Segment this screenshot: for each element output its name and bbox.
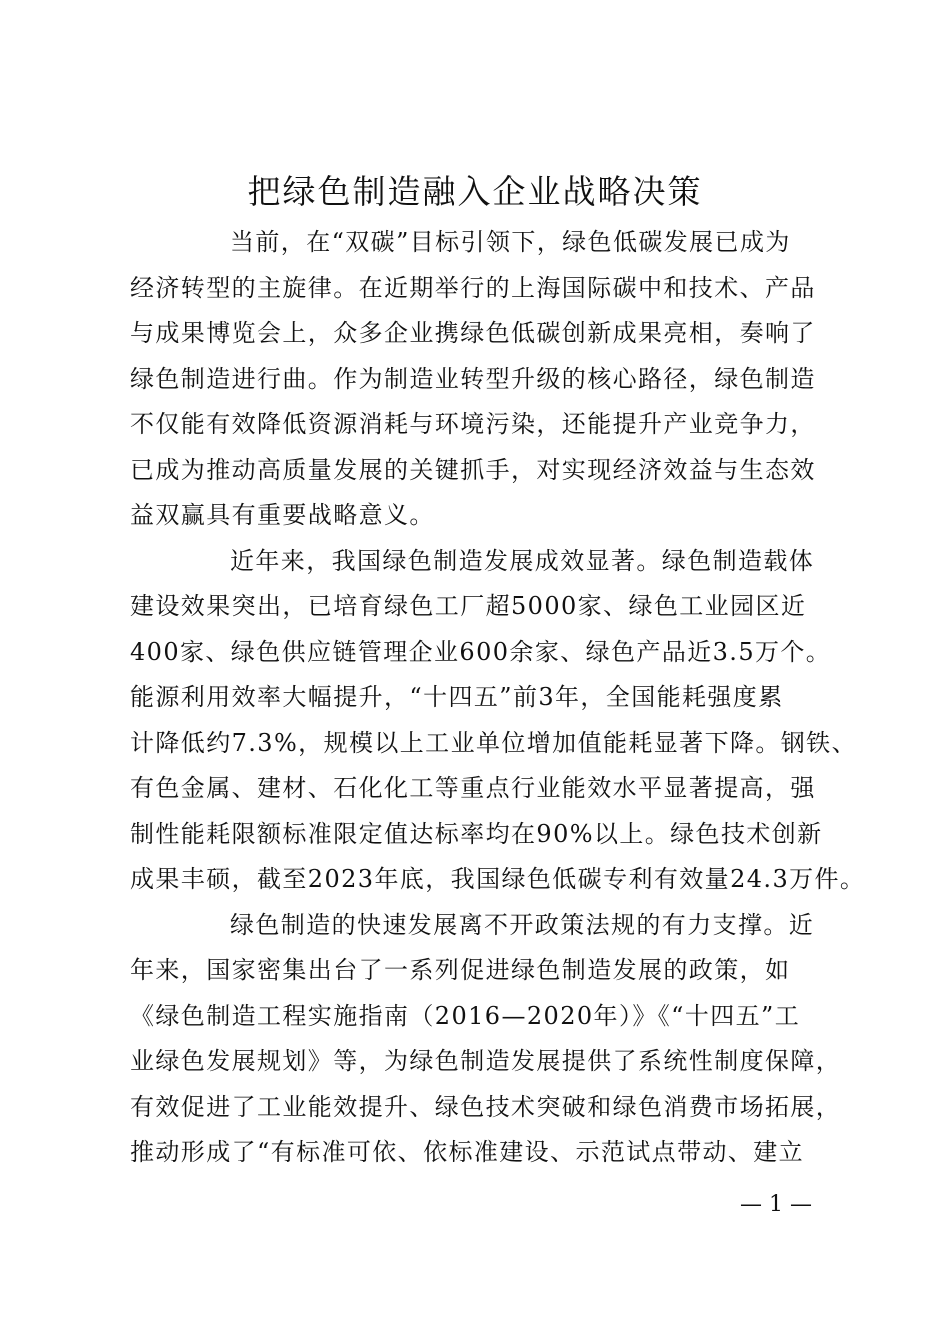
text-line: 推动形成了“有标准可依、依标准建设、示范试点带动、建立: [130, 1138, 805, 1166]
text-line: 年来，国家密集出台了一系列促进绿色制造发展的政策，如: [130, 956, 791, 984]
text-line: 近年来，我国绿色制造发展成效显著。绿色制造载体: [230, 546, 815, 575]
document-title: 把绿色制造融入企业战略决策: [247, 172, 703, 211]
text-line: 《绿色制造工程实施指南（2016—2020年）》《“十四五”工: [130, 1001, 801, 1030]
text-line: 不仅能有效降低资源消耗与环境污染，还能提升产业竞争力，: [130, 410, 816, 438]
document-body: [130, 220, 866, 1176]
text-line: 益双赢具有重要战略意义。: [130, 501, 435, 529]
text-line: 绿色制造进行曲。作为制造业转型升级的核心路径，绿色制造: [130, 364, 816, 393]
text-line: 有效促进了工业能效提升、绿色技术突破和绿色消费市场拓展，: [130, 1092, 842, 1121]
text-line: 制性能耗限额标准限定值达标率均在90%以上。绿色技术创新: [130, 819, 823, 848]
text-line: 能源利用效率大幅提升，“十四五”前3年，全国能耗强度累: [130, 683, 784, 711]
text-line: 400家、绿色供应链管理企业600余家、绿色产品近3.5万个。: [130, 637, 832, 666]
text-line: 绿色制造的快速发展离不开政策法规的有力支撑。近: [230, 910, 815, 939]
text-line: 已成为推动高质量发展的关键抓手，对实现经济效益与生态效: [130, 455, 816, 484]
paragraph-2: [130, 539, 866, 903]
text-line: 有色金属、建材、石化化工等重点行业能效水平显著提高，强: [130, 774, 816, 802]
text-line: 计降低约7.3%，规模以上工业单位增加值能耗显著下降。钢铁、: [130, 728, 857, 757]
text-line: 建设效果突出，已培育绿色工厂超5000家、绿色工业园区近: [130, 592, 807, 620]
paragraph-3: [130, 903, 850, 1176]
text-line: 经济转型的主旋律。在近期举行的上海国际碳中和技术、产品: [130, 273, 816, 302]
text-line: 业绿色发展规划》等，为绿色制造发展提供了系统性制度保障，: [130, 1047, 842, 1075]
text-line: 成果丰硕，截至2023年底，我国绿色低碳专利有效量24.3万件。: [130, 865, 866, 893]
text-line: 与成果博览会上，众多企业携绿色低碳创新成果亮相，奏响了: [130, 319, 816, 347]
text-line: 当前，在“双碳”目标引领下，绿色低碳发展已成为: [230, 228, 791, 256]
page-number: — 1 —: [740, 1192, 812, 1217]
paragraph-1: [130, 220, 850, 539]
